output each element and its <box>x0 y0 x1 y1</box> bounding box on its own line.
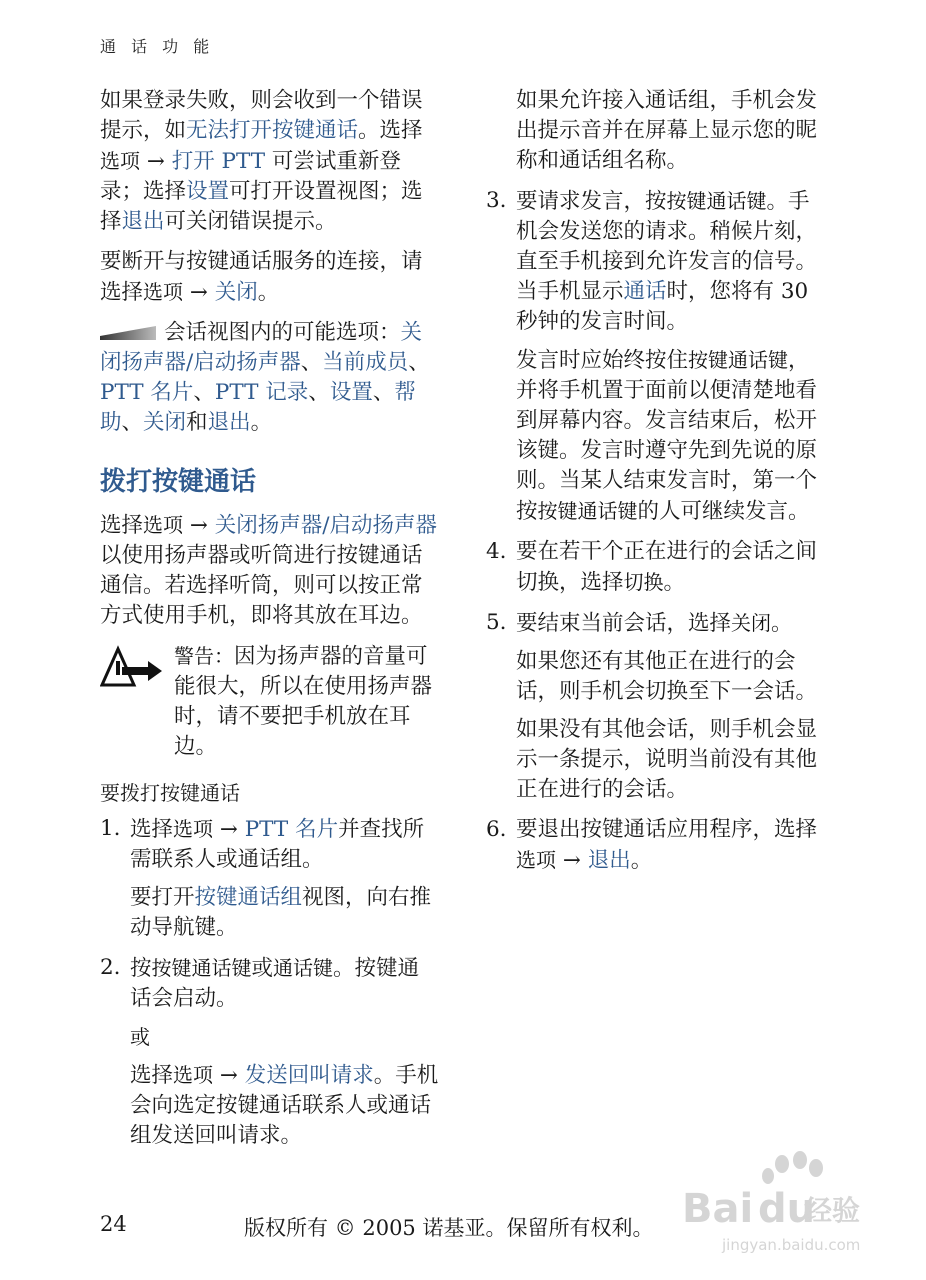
link-ptt-card[interactable]: PTT 名片 <box>244 817 339 842</box>
warning-hand-icon <box>100 641 174 762</box>
link-settings[interactable]: 设置 <box>329 380 373 405</box>
warning-label: 警告： <box>174 644 234 668</box>
page-number: 24 <box>100 1212 127 1236</box>
options-key-label: 选项 <box>173 1063 214 1087</box>
step-2: 2. 按按键通话键或通话键。按键通话会启动。 或 选择选项 → 发送回叫请求。手机会向选定按键通话联系人或通话组发送回叫请求。 <box>100 955 439 1148</box>
link-close[interactable]: 关闭 <box>143 410 187 435</box>
options-key-label: 选项 <box>100 149 140 173</box>
call-key-label: 通话键 <box>273 956 334 980</box>
ptt-key-label: 按键通话键 <box>666 189 767 213</box>
login-failure-paragraph: 如果登录失败，则会收到一个错误提示，如无法打开按键通话。选择选项 → 打开 PTT 可尝试重新登录；选择设置可打开设置视图；选择退出可关闭错误提示。 <box>100 88 423 234</box>
link-exit[interactable]: 退出 <box>207 410 251 435</box>
disconnect-paragraph: 要断开与按键通话服务的连接，请选择选项 → 关闭。 <box>100 249 423 305</box>
step-6: 6. 要退出按键通话应用程序，选择选项 → 退出。 <box>486 817 818 873</box>
running-header: 通 话 功 能 <box>100 37 215 56</box>
link-ptt-groups[interactable]: 按键通话组 <box>194 885 303 910</box>
options-key-label: 选项 <box>173 817 214 841</box>
steps-list-right <box>486 186 821 876</box>
speaker-paragraph: 选择选项 → 关闭扬声器/启动扬声器以使用扬声器或听筒进行按键通话通信。若选择听筒，则可以按正常方式使用手机，即将其放在耳边。 <box>100 513 437 628</box>
procedure-title: 要拨打按键通话 <box>100 781 240 805</box>
link-exit[interactable]: 退出 <box>587 848 631 873</box>
link-speaker-toggle[interactable]: 关闭扬声器/启动扬声器 <box>214 513 437 538</box>
link-send-callback[interactable]: 发送回叫请求 <box>244 1063 374 1088</box>
steps-list-left <box>100 814 440 1151</box>
step-4: 4. 要在若干个正在进行的会话之间切换，选择切换。 <box>486 539 818 595</box>
options-key-label: 选项 <box>516 848 556 872</box>
svg-text:jingyan.baidu.com: jingyan.baidu.com <box>722 1236 861 1254</box>
section-heading: 拨打按键通话 <box>100 467 257 497</box>
options-key-label: 选项 <box>143 280 184 304</box>
tip-wedge-icon <box>100 319 156 337</box>
baidu-watermark <box>672 1150 862 1260</box>
link-settings[interactable]: 设置 <box>186 179 230 204</box>
link-cannot-open-ptt[interactable]: 无法打开按键通话 <box>186 118 359 143</box>
group-join-paragraph: 如果允许接入通话组，手机会发出提示音并在屏幕上显示您的昵称和通话组名称。 <box>516 88 818 173</box>
link-close[interactable]: 关闭 <box>214 280 258 305</box>
svg-text:Bai: Bai <box>682 1186 754 1232</box>
step-5: 5. 要结束当前会话，选择关闭。 如果您还有其他正在进行的会话，则手机会切换至下一会话。 如果没有其他会话，则手机会显示一条提示，说明当前没有其他正在进行的会话。 <box>486 610 818 802</box>
svg-text:经验: 经验 <box>804 1194 861 1227</box>
link-ptt-card[interactable]: PTT 名片 <box>100 380 194 405</box>
tip-paragraph: 会话视图内的可能选项：关闭扬声器/启动扬声器、当前成员、PTT 名片、PTT 记录、设置、帮助、关闭和退出。 <box>100 320 430 435</box>
svg-text:du: du <box>758 1186 816 1232</box>
link-help[interactable]: 帮助 <box>100 380 416 435</box>
link-exit[interactable]: 退出 <box>121 209 165 234</box>
link-speaker-toggle[interactable]: 关闭扬声器/启动扬声器 <box>100 320 423 375</box>
right-column <box>486 86 821 886</box>
step-1: 1. 选择选项 → PTT 名片并查找所需联系人或通话组。 要打开按键通话组视图，向右推动导航键。 <box>100 816 432 940</box>
warning-note: 警告：因为扬声器的音量可能很大，所以在使用扬声器时，请不要把手机放在耳边。 <box>100 641 440 762</box>
ptt-key-label: 按键通话键 <box>151 956 252 980</box>
link-open-ptt[interactable]: 打开 PTT <box>171 149 266 174</box>
link-current-members[interactable]: 当前成员 <box>322 350 409 375</box>
ptt-key-label: 按键通话键 <box>688 348 789 372</box>
close-label: 关闭 <box>731 611 772 635</box>
ptt-key-label: 按键通话键 <box>537 499 638 523</box>
left-column <box>100 86 440 1161</box>
link-talk[interactable]: 通话 <box>623 279 667 304</box>
options-key-label: 选项 <box>143 513 184 537</box>
or-label: 或 <box>130 1025 150 1049</box>
step-3: 3. 要请求发言，按按键通话键。手机会发送您的请求。稍候片刻，直至手机接到允许发言的信号。当手机显示通话时，您将有 30 秒钟的发言时间。 发言时应始终按住按键通话键，并将手机置于面前以便清楚地看到屏幕内容。发言结束后，松开该键。发言时遵守先到先说的原则。当某人结束发言时，第一个按按键通话键的人可继续发言。 <box>486 188 818 524</box>
switch-label: 切换 <box>623 570 664 594</box>
link-ptt-log[interactable]: PTT 记录 <box>214 380 309 405</box>
copyright-notice: 版权所有 © 2005 诺基亚。保留所有权利。 <box>244 1216 654 1240</box>
